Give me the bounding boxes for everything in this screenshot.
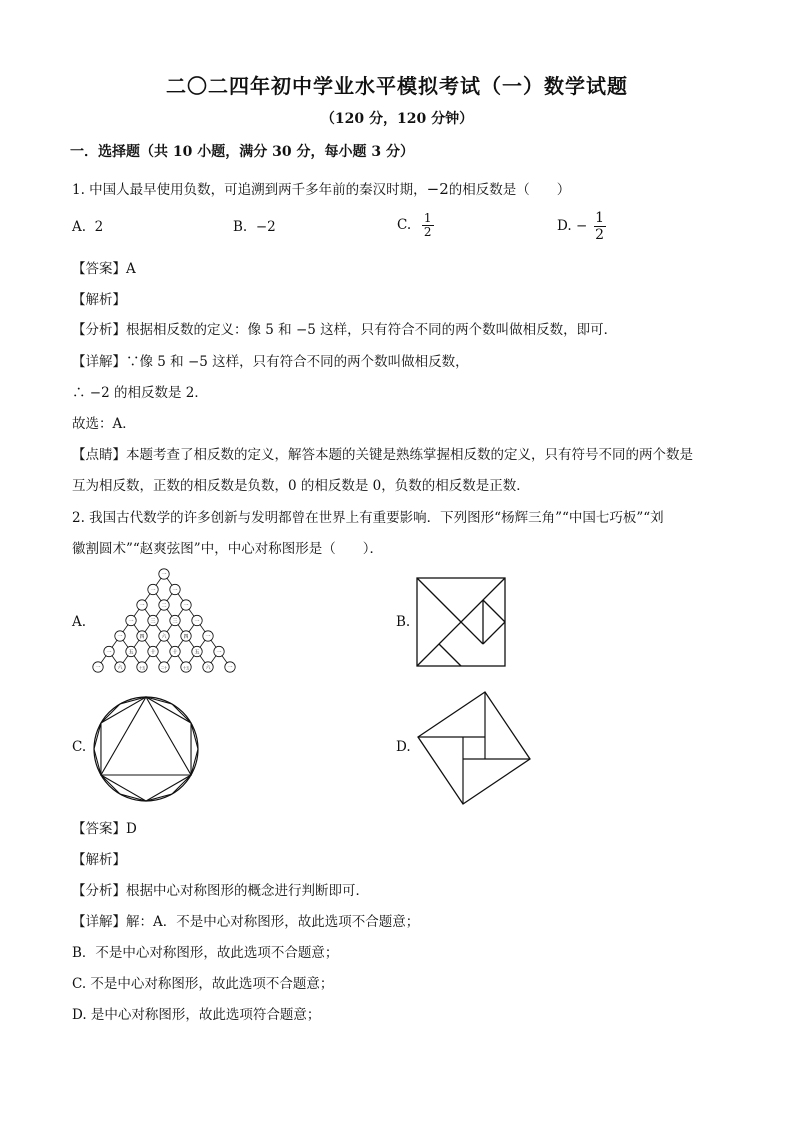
yanghui-node-label: 十五 [182, 666, 190, 670]
yanghui-node-label: 一 [117, 634, 123, 640]
page-subtitle: （120 分，120 分钟） [320, 111, 474, 127]
minus-sign: − [575, 218, 588, 234]
q1-therefore: ∴ −2 的相反数是 2． [72, 385, 208, 401]
yanghui-node [137, 631, 147, 641]
yanghui-node [192, 646, 202, 656]
q1-dianjing-line2: 互为相反数，正数的相反数是负数，0 的相反数是 0，负数的相反数是正数． [72, 478, 530, 494]
yanghui-node [181, 600, 191, 610]
tangram-edge [461, 622, 483, 644]
denominator: 2 [595, 227, 604, 243]
yanghui-node [126, 646, 136, 656]
page-title: 二〇二四年初中学业水平模拟考试（一）数学试题 [166, 74, 628, 98]
q2-answer: 【答案】D [72, 821, 137, 837]
tangram-edge [417, 578, 461, 622]
liuhui-circle [94, 697, 198, 801]
yanghui-node-label: 一 [139, 603, 145, 609]
yanghui-node-label: 一 [194, 618, 200, 625]
fraction [422, 212, 434, 239]
yanghui-node-label: 六 [205, 665, 211, 671]
q1-dianjing-line1: 【点睛】本题考查了相反数的定义，解答本题的关键是熟练掌握相反数的定义，只有符号不同的两个数是 [72, 447, 693, 463]
yanghui-node-label: 一 [106, 649, 112, 656]
q2-fenxi: 【分析】根据中心对称图形的概念进行判断即可． [72, 883, 369, 899]
q1-option-b [233, 219, 276, 235]
option-label: B. [233, 219, 248, 235]
yanghui-node [137, 600, 147, 610]
yanghui-node [192, 615, 202, 625]
liuhui-circle-figure [92, 695, 200, 803]
yanghui-node-label: 一 [161, 572, 167, 578]
yanghui-node-label: 六 [161, 634, 167, 640]
yanghui-node [159, 631, 169, 641]
yanghui-node-label: 十 [172, 649, 178, 656]
q2-d-line: D. 是中心对称图形，故此选项符合题意； [72, 1007, 321, 1023]
yanghui-node-label: 一 [150, 587, 156, 594]
yanghui-node [203, 662, 213, 672]
q1-analysis-label: 【解析】 [72, 292, 126, 308]
yanghui-node-label: 一 [95, 665, 101, 671]
tangram-edge [483, 622, 505, 644]
yanghui-node-label: 六 [117, 665, 123, 671]
yanghui-node [181, 631, 191, 641]
yanghui-nodes [93, 569, 235, 672]
q1-answer: 【答案】A [72, 261, 136, 277]
q1-stem-after: 的相反数是（ ） [448, 182, 571, 198]
yanghui-node [159, 600, 169, 610]
q2-c-line: C. 不是中心对称图形，故此选项不合题意； [72, 976, 334, 992]
q2-b-line: B．不是中心对称图形，故此选项不合题意； [72, 945, 339, 961]
yanghui-node [126, 615, 136, 625]
yanghui-node-label: 三 [150, 618, 156, 625]
yanghui-node [148, 646, 158, 656]
zhaoshuang-outer-square [418, 692, 530, 804]
yanghui-node-label: 十五 [138, 666, 146, 670]
numerator: 1 [423, 211, 432, 225]
liuhui-hexagon [101, 697, 191, 801]
yanghui-node-label: 一 [183, 603, 189, 609]
yanghui-node [104, 646, 114, 656]
q1-choose: 故选：A． [72, 416, 136, 432]
yanghui-node [115, 631, 125, 641]
q1-xiangjie: 【详解】∵像 5 和 −5 这样，只有符合不同的两个数叫做相反数， [72, 354, 469, 370]
yanghui-node [148, 615, 158, 625]
q1-fenxi: 【分析】根据相反数的定义：像 5 和 −5 这样，只有符合不同的两个数叫做相反数，即可． [72, 322, 618, 338]
yanghui-node-label: 十 [150, 649, 156, 656]
option-label: D. [557, 218, 572, 234]
yanghui-node-label: 一 [205, 634, 211, 640]
q1-option-c [397, 212, 436, 239]
liuhui-triangle [101, 697, 191, 775]
yanghui-node-label: 四 [183, 634, 189, 640]
option-label: A. [72, 219, 87, 235]
yanghui-node [148, 584, 158, 594]
denominator: 2 [423, 225, 432, 239]
yanghui-node [170, 615, 180, 625]
q2-stem-line2: 徽割圆术”“赵爽弦图”中，中心对称图形是（ ）． [72, 541, 383, 557]
yanghui-node [159, 662, 169, 672]
q1-stem-before: 1. 中国人最早使用负数，可追溯到两千多年前的秦汉时期， [72, 182, 427, 198]
yanghui-node-label: 一 [227, 665, 233, 671]
yanghui-node-label: 四 [139, 634, 145, 640]
q2-stem-line1: 2. 我国古代数学的许多创新与发明都曾在世界上有重要影响．下列图形“杨辉三角”“中国七巧板”“刘 [72, 510, 664, 526]
tangram-edge [439, 644, 461, 666]
yanghui-node [214, 646, 224, 656]
yanghui-node-label: 一 [216, 649, 222, 656]
option-value: −2 [255, 219, 276, 235]
q2-xiangjie: 【详解】解：A．不是中心对称图形，故此选项不合题意； [72, 914, 420, 930]
q1-stem-math: −2 [426, 180, 449, 198]
yanghui-node [181, 662, 191, 672]
option-value: 2 [94, 219, 104, 235]
yanghui-node-label: 二十 [160, 666, 168, 670]
q1-stem [72, 178, 570, 198]
q2-option-c-label: C. [72, 739, 87, 755]
yanghui-triangle-figure [88, 566, 240, 678]
q2-option-d-label: D. [396, 739, 411, 755]
q1-option-a [72, 219, 103, 235]
yanghui-node-label: 二 [161, 603, 167, 609]
q2-option-a-label: A. [72, 614, 87, 630]
yanghui-node [137, 662, 147, 672]
yanghui-connector-lines [98, 574, 230, 667]
yanghui-node [225, 662, 235, 672]
q2-analysis-label: 【解析】 [72, 852, 126, 868]
yanghui-node [170, 646, 180, 656]
q2-option-b-label: B. [396, 614, 411, 630]
yanghui-node-label: 三 [172, 618, 178, 625]
tangram-edge [483, 600, 505, 622]
yanghui-node-label: 五 [194, 649, 200, 656]
yanghui-node [170, 584, 180, 594]
q1-option-d [557, 210, 608, 243]
yanghui-node-label: 五 [128, 649, 134, 656]
yanghui-node [159, 569, 169, 579]
fraction [594, 210, 606, 243]
section-heading: 一．选择题（共 10 小题，满分 30 分，每小题 3 分） [70, 144, 414, 160]
tangram-figure [416, 577, 506, 667]
yanghui-node [115, 662, 125, 672]
numerator: 1 [595, 210, 604, 226]
option-label: C. [397, 217, 412, 233]
zhaoshuang-figure [416, 690, 532, 806]
yanghui-node [203, 631, 213, 641]
yanghui-node-label: 一 [128, 618, 134, 625]
yanghui-node-label: 一 [172, 587, 178, 594]
yanghui-node [93, 662, 103, 672]
